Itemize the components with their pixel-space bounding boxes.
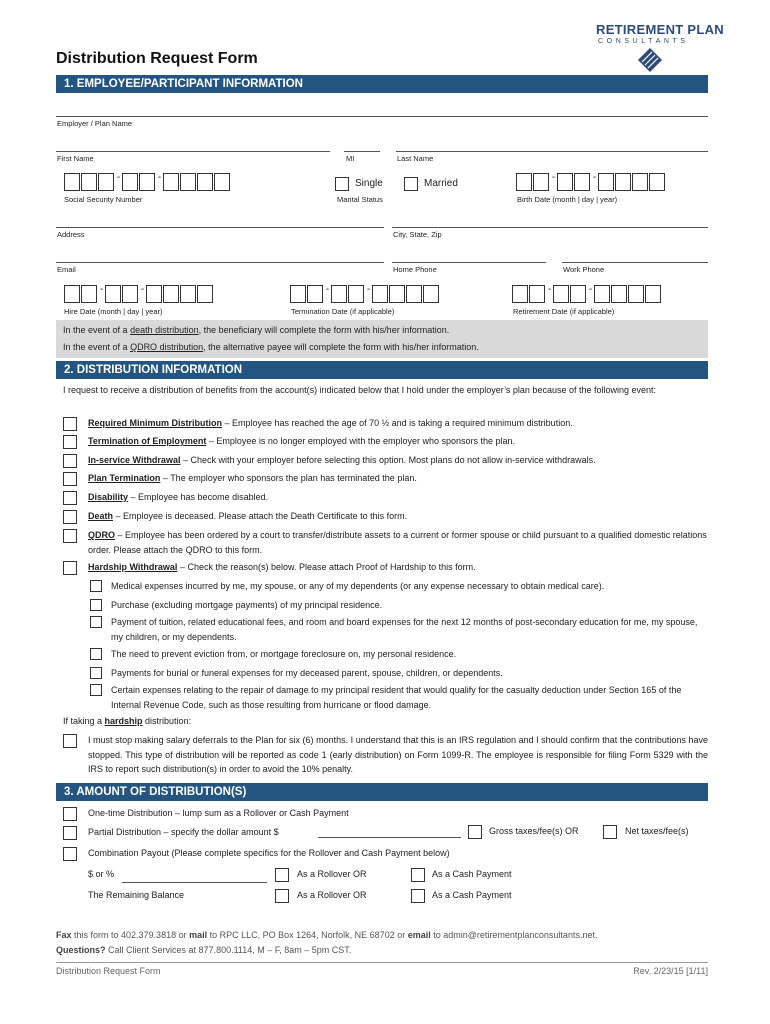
- dash: -: [592, 172, 597, 183]
- city-field[interactable]: [392, 227, 708, 228]
- footer-form-name: Distribution Request Form: [56, 966, 161, 976]
- digit-box[interactable]: [122, 173, 138, 191]
- if-taking-post: distribution:: [142, 716, 192, 726]
- mail-word: mail: [189, 930, 208, 940]
- digit-box[interactable]: [533, 173, 549, 191]
- home-phone-field[interactable]: [392, 262, 546, 263]
- hardship-repair: [90, 683, 708, 713]
- digit-box[interactable]: [553, 285, 569, 303]
- digit-box[interactable]: [570, 285, 586, 303]
- combination-text: Combination Payout (Please complete specifics for the Rollover and Cash Payment below): [88, 848, 450, 858]
- mi-label: MI: [346, 154, 355, 163]
- death-notice: [63, 325, 449, 335]
- eviction-checkbox[interactable]: [90, 648, 102, 660]
- hardship-purchase: [90, 598, 708, 614]
- section-2-heading: 2. DISTRIBUTION INFORMATION: [56, 361, 708, 379]
- option-title: QDRO: [88, 530, 115, 540]
- digit-box[interactable]: [139, 173, 155, 191]
- digit-box[interactable]: [122, 285, 138, 303]
- section-1-heading: 1. EMPLOYEE/PARTICIPANT INFORMATION: [56, 75, 708, 93]
- option-text: – Employee is no longer employed with the employer who sponsors the plan.: [206, 436, 516, 446]
- digit-box[interactable]: [372, 285, 388, 303]
- rmd-checkbox[interactable]: [63, 417, 77, 431]
- plan-termination-checkbox[interactable]: [63, 472, 77, 486]
- cash-checkbox-2[interactable]: [411, 889, 425, 903]
- partial-amount-field[interactable]: [318, 837, 461, 838]
- hardship-medical: [90, 579, 708, 595]
- qdro-notice-post: , the alternative payee will complete the form with his/her information.: [203, 342, 479, 352]
- rollover-label-2: As a Rollover OR: [297, 890, 367, 900]
- death-notice-post: , the beneficiary will complete the form with his/her information.: [198, 325, 450, 335]
- digit-box[interactable]: [105, 285, 121, 303]
- hardship-reason-text: Purchase (excluding mortgage payments) of my principal residence.: [111, 600, 383, 610]
- work-phone-field[interactable]: [562, 262, 708, 263]
- dash: -: [325, 284, 330, 295]
- tuition-checkbox[interactable]: [90, 616, 102, 628]
- digit-box[interactable]: [348, 285, 364, 303]
- medical-checkbox[interactable]: [90, 580, 102, 592]
- option-rmd: [63, 416, 708, 432]
- stop-deferrals-row: [63, 733, 708, 777]
- option-in-service: [63, 453, 708, 469]
- qdro-notice-pre: In the event of a: [63, 342, 131, 352]
- company-logo: [590, 22, 724, 74]
- partial-text: Partial Distribution – specify the dollar amount $: [88, 827, 279, 837]
- combination-checkbox[interactable]: [63, 847, 77, 861]
- digit-box[interactable]: [64, 285, 80, 303]
- disability-checkbox[interactable]: [63, 491, 77, 505]
- hardship-tuition: [90, 615, 708, 645]
- digit-box[interactable]: [64, 173, 80, 191]
- digit-box[interactable]: [628, 285, 644, 303]
- birth-date-input[interactable]: [516, 173, 666, 191]
- city-label: City, State, Zip: [393, 230, 442, 239]
- dash: -: [140, 284, 145, 295]
- option-termination: [63, 434, 708, 450]
- termination-checkbox[interactable]: [63, 435, 77, 449]
- stop-deferrals-text: I must stop making salary deferrals to the Plan for six (6) months. I understand that this is an IRS regulation and I should confirm that the contributions have stopped. This type of distribution will be reported as code 1 (early distribution) on Form 1099-R. The employee is responsible for filing Form 5329 with the IRS to report such distribution(s) in order to avoid the 10% penalty.: [88, 735, 708, 774]
- option-hardship: [63, 560, 708, 576]
- option-text: – Employee has become disabled.: [128, 492, 269, 502]
- mail-text: to RPC LLC, PO Box 1264, Norfolk, NE 68702 or: [207, 930, 408, 940]
- footer-revision: Rev. 2/23/15 [1/11]: [633, 966, 708, 976]
- fax-word: Fax: [56, 930, 72, 940]
- digit-box[interactable]: [645, 285, 661, 303]
- birth-date-label: Birth Date (month | day | year): [517, 195, 618, 204]
- gross-checkbox[interactable]: [468, 825, 482, 839]
- digit-box[interactable]: [146, 285, 162, 303]
- questions-note: [56, 945, 351, 955]
- hardship-reason-text: Payment of tuition, related educational fees, and room and board expenses for the next 12 months of post-secondary education for me, my spouse, my children, or my dependents.: [111, 617, 698, 642]
- death-distribution-term: death distribution: [130, 325, 199, 335]
- digit-box[interactable]: [594, 285, 610, 303]
- qdro-distribution-term: QDRO distribution: [130, 342, 204, 352]
- option-death: [63, 509, 708, 525]
- digit-box[interactable]: [180, 285, 196, 303]
- form-title: Distribution Request Form: [56, 50, 258, 67]
- termination-date-label: Termination Date (if applicable): [291, 307, 395, 316]
- if-taking-word: hardship: [104, 716, 143, 726]
- footer-divider: [56, 962, 708, 963]
- repair-checkbox[interactable]: [90, 684, 102, 696]
- digit-box[interactable]: [529, 285, 545, 303]
- dash: -: [588, 284, 593, 295]
- option-text: – Employee is deceased. Please attach the Death Certificate to this form.: [113, 511, 408, 521]
- combination-row: [63, 846, 708, 862]
- email-text: to admin@retirementplanconsultants.net.: [430, 930, 598, 940]
- questions-text: Call Client Services at 877.800.1114, M – F, 8am – 5pm CST.: [105, 945, 352, 955]
- employer-field[interactable]: [56, 116, 708, 117]
- first-name-label: First Name: [57, 154, 94, 163]
- dollar-or-percent-label: $ or %: [88, 869, 115, 879]
- net-label: Net taxes/fee(s): [625, 826, 689, 836]
- rollover-label-1: As a Rollover OR: [297, 869, 367, 879]
- hardship-reason-text: Certain expenses relating to the repair of damage to my principal resident that would qualify for the casualty deduction under Section 165 of the Internal Revenue Code, such as those resulting from hurricane or flood damage.: [111, 685, 682, 710]
- digit-box[interactable]: [98, 173, 114, 191]
- stop-deferrals-checkbox[interactable]: [63, 734, 77, 748]
- hire-date-input[interactable]: [64, 285, 214, 303]
- digit-box[interactable]: [180, 173, 196, 191]
- digit-box[interactable]: [290, 285, 306, 303]
- digit-box[interactable]: [512, 285, 528, 303]
- email-label: Email: [57, 265, 76, 274]
- digit-box[interactable]: [81, 285, 97, 303]
- logo-line-2: CONSULTANTS: [598, 38, 689, 45]
- rollover-checkbox-1[interactable]: [275, 868, 289, 882]
- hardship-checkbox[interactable]: [63, 561, 77, 575]
- option-text: – Employee has reached the age of 70 ½ and is taking a required minimum distribution.: [222, 418, 573, 428]
- one-time-row: [63, 806, 708, 822]
- digit-box[interactable]: [632, 173, 648, 191]
- option-title: Hardship Withdrawal: [88, 562, 178, 572]
- net-checkbox[interactable]: [603, 825, 617, 839]
- digit-box[interactable]: [214, 173, 230, 191]
- logo-mark-icon: [636, 46, 664, 72]
- partial-checkbox[interactable]: [63, 826, 77, 840]
- burial-checkbox[interactable]: [90, 667, 102, 679]
- digit-box[interactable]: [516, 173, 532, 191]
- remaining-balance-label: The Remaining Balance: [88, 890, 185, 900]
- digit-box[interactable]: [331, 285, 347, 303]
- married-label: Married: [424, 178, 458, 189]
- address-field[interactable]: [56, 227, 384, 228]
- employer-label: Employer / Plan Name: [57, 119, 133, 128]
- digit-box[interactable]: [423, 285, 439, 303]
- digit-box[interactable]: [197, 285, 213, 303]
- option-title: In-service Withdrawal: [88, 455, 181, 465]
- distribution-intro: I request to receive a distribution of benefits from the account(s) indicated below that I hold under the employer’s plan because of the following event:: [63, 385, 657, 395]
- option-plan-termination: [63, 471, 708, 487]
- logo-line-1: RETIREMENT PLAN: [596, 22, 724, 37]
- hardship-reason-text: Medical expenses incurred by me, my spouse, or any of my dependents (or any expense necessary to obtain medical care).: [111, 581, 605, 591]
- digit-box[interactable]: [649, 173, 665, 191]
- digit-box[interactable]: [574, 173, 590, 191]
- gross-label: Gross taxes/fee(s) OR: [489, 826, 579, 836]
- qdro-notice: [63, 342, 479, 352]
- work-phone-label: Work Phone: [563, 265, 605, 274]
- email-word: email: [407, 930, 431, 940]
- questions-word: Questions?: [56, 945, 106, 955]
- option-text: – Check the reason(s) below. Please attach Proof of Hardship to this form.: [177, 562, 476, 572]
- fax-text: this form to 402.379.3818 or: [71, 930, 190, 940]
- ssn-input[interactable]: [64, 173, 231, 191]
- digit-box[interactable]: [557, 173, 573, 191]
- hardship-reason-text: The need to prevent eviction from, or mortgage foreclosure on, my personal residence.: [111, 649, 457, 659]
- option-text: – The employer who sponsors the plan has terminated the plan.: [160, 473, 417, 483]
- dollar-or-percent-field[interactable]: [122, 882, 267, 883]
- digit-box[interactable]: [389, 285, 405, 303]
- digit-box[interactable]: [615, 173, 631, 191]
- option-title: Disability: [88, 492, 129, 502]
- purchase-checkbox[interactable]: [90, 599, 102, 611]
- marital-status-label: Marital Status: [337, 195, 383, 204]
- digit-box[interactable]: [197, 173, 213, 191]
- if-taking-pre: If taking a: [63, 716, 105, 726]
- termination-date-input[interactable]: [290, 285, 440, 303]
- retirement-date-label: Retirement Date (if applicable): [513, 307, 615, 316]
- digit-box[interactable]: [163, 285, 179, 303]
- qdro-checkbox[interactable]: [63, 529, 77, 543]
- single-checkbox[interactable]: [335, 177, 349, 191]
- digit-box[interactable]: [307, 285, 323, 303]
- retirement-date-input[interactable]: [512, 285, 662, 303]
- ssn-label: Social Security Number: [64, 195, 143, 204]
- option-qdro: [63, 528, 708, 558]
- option-title: Required Minimum Distribution: [88, 418, 222, 428]
- fax-instructions: [56, 930, 597, 940]
- option-title: Plan Termination: [88, 473, 161, 483]
- dash: -: [547, 284, 552, 295]
- hardship-eviction: [90, 647, 708, 663]
- option-disability: [63, 490, 708, 506]
- last-name-field[interactable]: [396, 151, 708, 152]
- option-text: – Check with your employer before selecting this option. Most plans do not allow in-service withdrawals.: [180, 455, 596, 465]
- option-title: Death: [88, 511, 114, 521]
- digit-box[interactable]: [406, 285, 422, 303]
- option-title: Termination of Employment: [88, 436, 207, 446]
- if-taking-hardship: [63, 716, 191, 726]
- email-field[interactable]: [56, 262, 384, 263]
- hardship-burial: [90, 666, 708, 682]
- hire-date-label: Hire Date (month | day | year): [64, 307, 163, 316]
- dash: -: [366, 284, 371, 295]
- digit-box[interactable]: [81, 173, 97, 191]
- last-name-label: Last Name: [397, 154, 434, 163]
- cash-label-2: As a Cash Payment: [432, 890, 512, 900]
- married-checkbox[interactable]: [404, 177, 418, 191]
- dash: -: [157, 172, 162, 183]
- hardship-reason-text: Payments for burial or funeral expenses for my deceased parent, spouse, children, or dependents.: [111, 668, 503, 678]
- in-service-checkbox[interactable]: [63, 454, 77, 468]
- single-label: Single: [355, 178, 383, 189]
- one-time-text: One-time Distribution – lump sum as a Rollover or Cash Payment: [88, 808, 349, 818]
- rollover-checkbox-2[interactable]: [275, 889, 289, 903]
- home-phone-label: Home Phone: [393, 265, 437, 274]
- one-time-checkbox[interactable]: [63, 807, 77, 821]
- dash: -: [551, 172, 556, 183]
- section-3-heading: 3. AMOUNT OF DISTRIBUTION(S): [56, 783, 708, 801]
- cash-checkbox-1[interactable]: [411, 868, 425, 882]
- digit-box[interactable]: [611, 285, 627, 303]
- mi-field[interactable]: [344, 151, 380, 152]
- first-name-field[interactable]: [56, 151, 330, 152]
- address-label: Address: [57, 230, 85, 239]
- dash: -: [99, 284, 104, 295]
- option-text: – Employee has been ordered by a court to transfer/distribute assets to a current or former spouse or child pursuant to a qualified domestic relations order. Please attach the QDRO to this form.: [88, 530, 707, 555]
- cash-label-1: As a Cash Payment: [432, 869, 512, 879]
- dash: -: [116, 172, 121, 183]
- death-notice-pre: In the event of a: [63, 325, 131, 335]
- digit-box[interactable]: [163, 173, 179, 191]
- death-checkbox[interactable]: [63, 510, 77, 524]
- digit-box[interactable]: [598, 173, 614, 191]
